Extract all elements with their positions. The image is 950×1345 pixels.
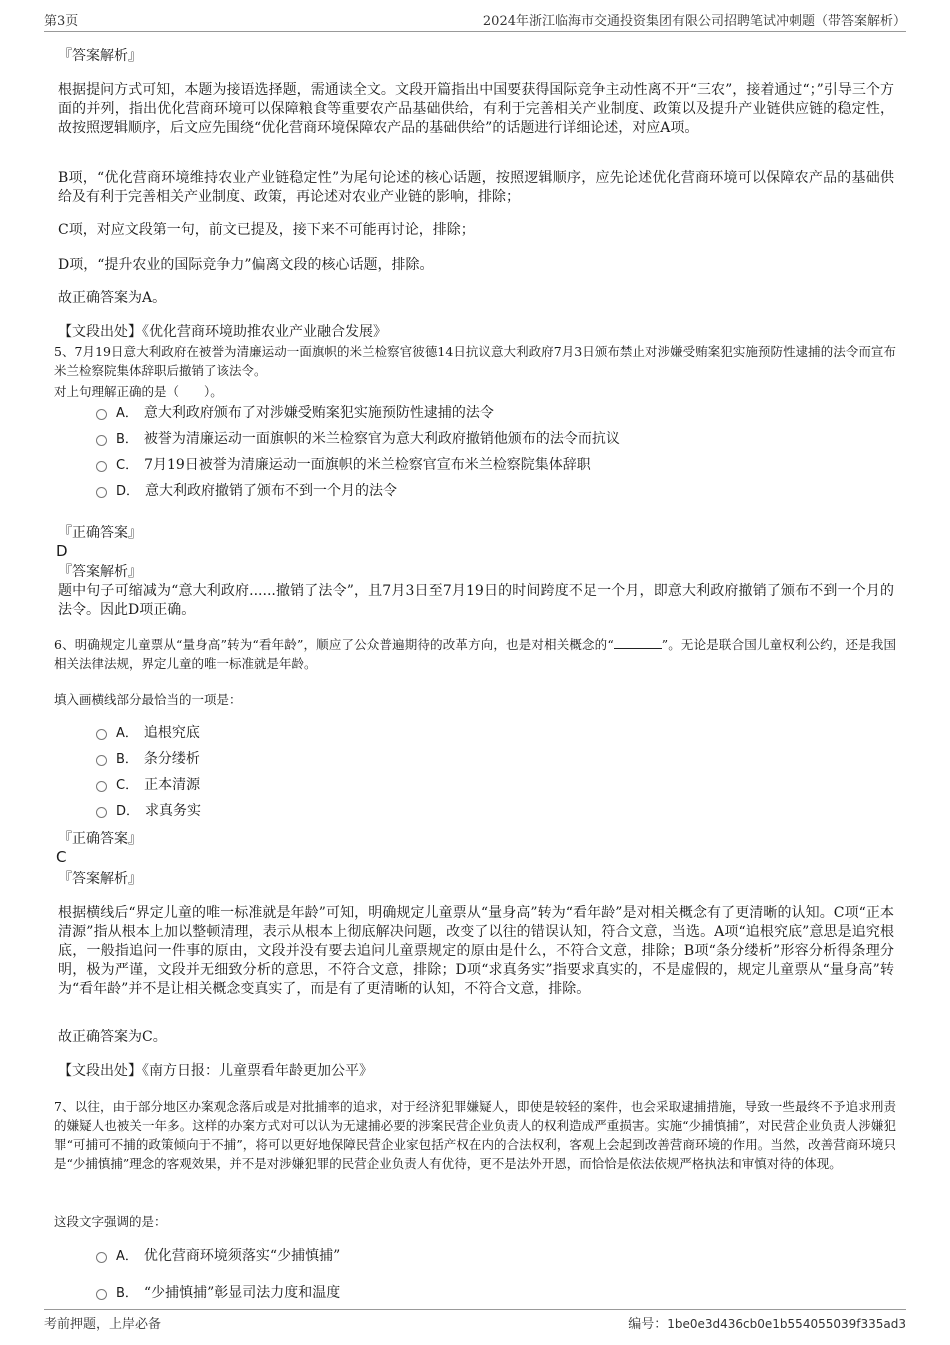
q4-conclusion: 故正确答案为A。 <box>58 290 167 306</box>
radio-button-icon[interactable] <box>96 409 107 420</box>
option-letter: A． <box>116 1249 138 1264</box>
radio-button-icon[interactable] <box>96 487 107 498</box>
code-value: 1be0e3d436cb0e1b554055039f335ad3 <box>667 1317 906 1331</box>
option-text: 优化营商环境须落实“少捕慎捕” <box>143 1248 341 1264</box>
option-letter: A． <box>116 726 138 741</box>
option-text: 条分缕析 <box>143 751 200 767</box>
q6-option-b[interactable] <box>96 750 200 769</box>
q6-answer: C <box>56 848 67 866</box>
q4-analysis-para-2: B项，“优化营商环境维持农业产业链稳定性”为尾句论述的核心话题，按照逻辑顺序，应先论述优化营商环境可以保障农产品的基础供给及有利于完善相关产业制度、政策，再论述对农业产业链的影响，排除； <box>58 170 894 205</box>
q5-option-d[interactable] <box>96 482 397 501</box>
q7-option-a[interactable] <box>96 1247 340 1266</box>
q7-stem: 7、以往，由于部分地区办案观念落后或是对批捕率的追求，对于经济犯罪嫌疑人，即使是较轻的案件，也会采取逮捕措施，导致一些最终不予追求刑责的嫌疑人也被关一年多。这样的办案方式对可以认为无逮捕必要的涉案民营企业负责人的权利造成严重损害。实施“少捕慎捕”，对民营企业负责人涉嫌犯罪“可捕可不捕的政策倾向于不捕”，将可以更好地保障民营企业家包括产权在内的合法权利，客观上会起到改善营商环境的作用。当然，改善营商环境只是“少捕慎捕”理念的客观效果，并不是对涉嫌犯罪的民营企业负责人有优待，更不是法外开恩，而恰恰是依法依规严格执法和审慎对待的体现。 <box>54 1099 896 1171</box>
q6-stem <box>54 635 896 673</box>
q7-option-b[interactable] <box>96 1284 340 1303</box>
q5-analysis: 题中句子可缩减为“意大利政府......撤销了法令”，且7月3日至7月19日的时间跨度不足一个月，即意大利政府撤销了颁布不到一个月的法令。因此D项正确。 <box>58 583 894 618</box>
option-letter: B． <box>116 432 138 447</box>
q4-source: 【文段出处】《优化营商环境助推农业产业融合发展》 <box>58 324 387 340</box>
q6-analysis: 根据横线后“界定儿童的唯一标准就是年龄”可知，明确规定儿童票从“量身高”转为“看年龄”是对相关概念有了更清晰的认知。C项“正本清源”指从根本上加以整顿清理，表示从根本上彻底解决问题，改变了以往的错误认知，符合文意，当选。A项“追根究底”意思是追究根底，一般指追问一件事的原由，文段并没有要去追问儿童票规定的原由是什么，不符合文意，排除；B项“条分缕析”形容分析得条理分明，极为严谨，文段并无细致分析的意思，不符合文意，排除；D项“求真务实”指要求真实的，不是虚假的，规定儿童票从“量身高”转为“看年龄”并不是让相关概念变真实了，而是有了更清晰的认知，不符合文意，排除。 <box>58 905 894 997</box>
q6-prompt: 填入画横线部分最恰当的一项是： <box>54 692 242 707</box>
radio-button-icon[interactable] <box>96 781 107 792</box>
fill-in-blank <box>614 636 662 649</box>
q5-analysis-label: 『答案解析』 <box>58 564 142 580</box>
document-code <box>628 1313 906 1332</box>
option-text: 求真务实 <box>145 803 202 819</box>
q6-stem-part-2: ”。无论是联合国儿童权利公约，还是我国相关法律法规，界定儿童的唯一标准就是年龄。 <box>54 637 896 671</box>
radio-button-icon[interactable] <box>96 1289 107 1300</box>
radio-button-icon[interactable] <box>96 807 107 818</box>
q6-analysis-label: 『答案解析』 <box>58 871 142 887</box>
option-text: “少捕慎捕”彰显司法力度和温度 <box>143 1285 341 1301</box>
radio-button-icon[interactable] <box>96 435 107 446</box>
code-label: 编号： <box>628 1317 668 1332</box>
q5-option-b[interactable] <box>96 430 620 449</box>
q4-analysis-para-1: 根据提问方式可知，本题为接语选择题，需通读全文。文段开篇指出中国要获得国际竞争主动性离不开“三农”，接着通过“；”引导三个方面的并列，指出优化营商环境可以保障粮食等重要农产品基础供给，有利于完善相关产业制度、政策以及提升产业链供应链的稳定性，故按照逻辑顺序，后文应先围绕“优化营商环境保障农产品的基础供给”的话题进行详细论述，对应A项。 <box>58 82 894 136</box>
q5-answer: D <box>56 542 68 560</box>
q6-option-a[interactable] <box>96 724 200 743</box>
option-letter: D． <box>116 804 140 819</box>
option-letter: C． <box>116 778 139 793</box>
q5-option-c[interactable] <box>96 456 591 475</box>
document-title: 2024年浙江临海市交通投资集团有限公司招聘笔试冲刺题（带答案解析） <box>482 14 906 29</box>
option-text: 意大利政府撤销了颁布不到一个月的法令 <box>145 483 398 499</box>
option-letter: D． <box>116 484 140 499</box>
q6-option-d[interactable] <box>96 802 201 821</box>
option-letter: A． <box>116 406 138 421</box>
q6-option-c[interactable] <box>96 776 200 795</box>
option-letter: B． <box>116 752 138 767</box>
footer-slogan: 考前押题，上岸必备 <box>44 1317 162 1332</box>
q6-answer-label: 『正确答案』 <box>58 831 142 847</box>
option-letter: B． <box>116 1286 138 1301</box>
option-letter: C． <box>116 458 139 473</box>
page-number: 第3页 <box>44 14 79 29</box>
q7-prompt: 这段文字强调的是： <box>54 1214 167 1229</box>
q5-stem: 5、7月19日意大利政府在被誉为清廉运动一面旗帜的米兰检察官彼德14日抗议意大利政府7月3日颁布禁止对涉嫌受贿案犯实施预防性逮捕的法令而宣布米兰检察院集体辞职后撤销了该法令。 <box>54 344 896 378</box>
header-divider <box>44 31 906 32</box>
q5-option-a[interactable] <box>96 404 494 423</box>
q6-conclusion: 故正确答案为C。 <box>58 1029 167 1045</box>
option-text: 意大利政府颁布了对涉嫌受贿案犯实施预防性逮捕的法令 <box>143 405 494 421</box>
option-text: 正本清源 <box>144 777 201 793</box>
radio-button-icon[interactable] <box>96 1252 107 1263</box>
q4-analysis-label: 『答案解析』 <box>58 48 142 64</box>
option-text: 7月19日被誉为清廉运动一面旗帜的米兰检察官宣布米兰检察院集体辞职 <box>144 457 591 473</box>
radio-button-icon[interactable] <box>96 755 107 766</box>
q6-source: 【文段出处】《南方日报：儿童票看年龄更加公平》 <box>58 1063 373 1079</box>
radio-button-icon[interactable] <box>96 461 107 472</box>
q5-prompt: 对上句理解正确的是（ ）。 <box>54 384 223 399</box>
q4-analysis-para-3: C项，对应文段第一句，前文已提及，接下来不可能再讨论，排除； <box>58 222 475 238</box>
footer-divider <box>44 1309 906 1310</box>
option-text: 追根究底 <box>143 725 200 741</box>
q4-analysis-para-4: D项，“提升农业的国际竞争力”偏离文段的核心话题，排除。 <box>58 257 434 273</box>
q6-stem-part-1: 6、明确规定儿童票从“量身高”转为“看年龄”，顺应了公众普遍期待的改革方向，也是对相关概念的“ <box>54 637 614 652</box>
q5-answer-label: 『正确答案』 <box>58 525 142 541</box>
radio-button-icon[interactable] <box>96 729 107 740</box>
option-text: 被誉为清廉运动一面旗帜的米兰检察官为意大利政府撤销他颁布的法令而抗议 <box>143 431 620 447</box>
